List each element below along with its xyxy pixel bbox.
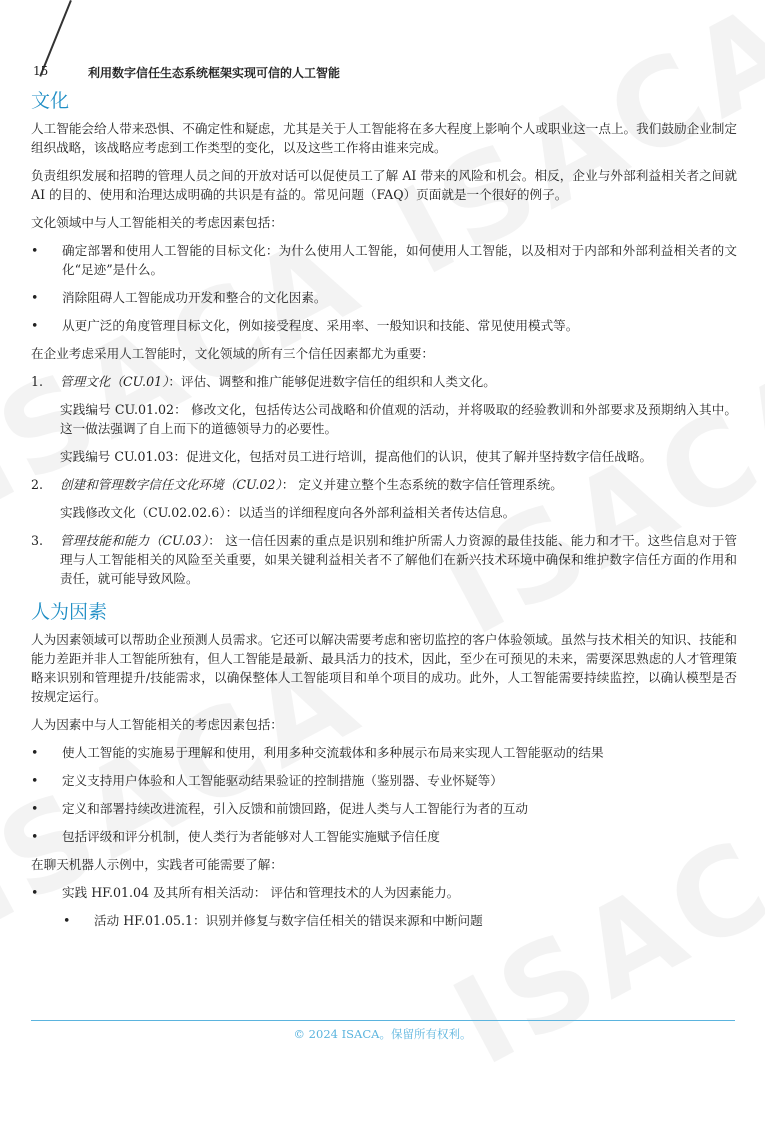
bullet-icon: •: [63, 913, 71, 928]
bullet-item: [31, 241, 737, 279]
item-number: 3.: [31, 533, 44, 548]
bullet-icon: •: [31, 829, 39, 844]
bullet-text: 定义和部署持续改进流程，引入反馈和前馈回路，促进人类与人工智能行为者的互动: [62, 801, 528, 816]
bullet-item: [31, 288, 737, 307]
sub-bullet-item: [31, 911, 737, 930]
bullet-text: 从更广泛的角度管理目标文化，例如接受程度、采用率、一般知识和技能、常见使用模式等。: [62, 318, 579, 333]
paragraph: 在企业考虑采用人工智能时，文化领域的所有三个信任因素都尤为重要：: [31, 346, 434, 361]
paragraph: 文化领域中与人工智能相关的考虑因素包括：: [31, 215, 283, 230]
bullet-icon: •: [31, 243, 39, 258]
practice-paragraph: 实践修改文化（CU.02.02.6）：以适当的详细程度向各外部利益相关者传达信息。: [60, 505, 516, 520]
item-description: ： 定义并建立整个生态系统的数字信任管理系统。: [281, 477, 563, 492]
page-content: [31, 86, 737, 939]
bullet-icon: •: [31, 318, 39, 333]
item-title: 管理技能和能力（CU.03）: [60, 533, 209, 548]
item-number: 1.: [31, 374, 44, 389]
practice-paragraph: 实践编号 CU.01.02： 修改文化，包括传达公司战略和价值观的活动，并将吸取的经验教训和外部要求及预期纳入其中。这一做法强调了自上而下的道德领导力的必要性。: [60, 402, 737, 436]
bullet-item: [31, 771, 737, 790]
bullet-icon: •: [31, 290, 39, 305]
bullet-text: 活动 HF.01.05.1：识别并修复与数字信任相关的错误来源和中断问题: [94, 913, 483, 928]
paragraph: 在聊天机器人示例中，实践者可能需要了解：: [31, 857, 283, 872]
numbered-item: [31, 475, 737, 494]
bullet-item: [31, 827, 737, 846]
item-title: 管理文化（CU.01）: [60, 374, 169, 389]
footer-copyright: © 2024 ISACA。保留所有权利。: [293, 1027, 472, 1041]
practice-paragraph: 实践编号 CU.01.03：促进文化，包括对员工进行培训，提高他们的认识，使其了解并坚持数字信任战略。: [60, 449, 653, 464]
page-number: 15: [33, 64, 49, 78]
bullet-item: [31, 743, 737, 762]
paragraph: 人为因素中与人工智能相关的考虑因素包括：: [31, 717, 283, 732]
footer-divider: [31, 1020, 735, 1021]
bullet-icon: •: [31, 745, 39, 760]
bullet-text: 包括评级和评分机制，使人类行为者能够对人工智能实施赋予信任度: [62, 829, 440, 844]
bullet-icon: •: [31, 801, 39, 816]
section-heading-human-factors: 人为因素: [31, 601, 108, 623]
bullet-text: 消除阻碍人工智能成功开发和整合的文化因素。: [62, 290, 327, 305]
numbered-item: [31, 531, 737, 588]
bullet-item: [31, 316, 737, 335]
paragraph: 人工智能会给人带来恐惧、不确定性和疑虑，尤其是关于人工智能将在多大程度上影响个人或职业这一点上。我们鼓励企业制定组织战略，该战略应考虑到工作类型的变化，以及这些工作将由谁来完成。: [31, 121, 737, 155]
bullet-icon: •: [31, 885, 39, 900]
bullet-item: [31, 883, 737, 902]
bullet-text: 使人工智能的实施易于理解和使用，利用多种交流载体和多种展示布局来实现人工智能驱动的结果: [62, 745, 604, 760]
paragraph: 负责组织发展和招聘的管理人员之间的开放对话可以促使员工了解 AI 带来的风险和机会。相反，企业与外部利益相关者之间就 AI 的目的、使用和治理达成明确的共识是有益的。常见问题（FAQ）页面就是一个很好的例子。: [31, 168, 737, 202]
bullet-icon: •: [31, 773, 39, 788]
item-description: ：评估、调整和推广能够促进数字信任的组织和人类文化。: [168, 374, 496, 389]
bullet-item: [31, 799, 737, 818]
bullet-text: 实践 HF.01.04 及其所有相关活动： 评估和管理技术的人为因素能力。: [62, 885, 460, 900]
item-number: 2.: [31, 477, 44, 492]
bullet-text: 确定部署和使用人工智能的目标文化：为什么使用人工智能，如何使用人工智能，以及相对于内部和外部利益相关者的文化“足迹”是什么。: [62, 243, 737, 277]
paragraph: 人为因素领域可以帮助企业预测人员需求。它还可以解决需要考虑和密切监控的客户体验领域。虽然与技术相关的知识、技能和能力差距并非人工智能所独有，但人工智能是最新、最具活力的技术，因此，至少在可预见的未来，需要深思熟虑的人才管理策略来识别和管理提升/技能需求，以确保整体人工智能项目和单个项目的成功。此外，人工智能需要持续监控，以确认模型是否按规定运行。: [31, 632, 737, 704]
bullet-text: 定义支持用户体验和人工智能驱动结果验证的控制措施（鉴别器、专业怀疑等）: [62, 773, 503, 788]
numbered-item: [31, 372, 737, 391]
item-description: ： 这一信任因素的重点是识别和维护所需人力资源的最佳技能、能力和才干。这些信息对于管理与人工智能相关的风险至关重要，如果关键利益相关者不了解他们在新兴技术环境中确保和维护数字信任方面的作用和责任，就可能导致风险。: [60, 533, 737, 586]
running-title: 利用数字信任生态系统框架实现可信的人工智能: [88, 66, 341, 80]
section-heading-culture: 文化: [31, 90, 70, 112]
item-title: 创建和管理数字信任文化环境（CU.02）: [60, 477, 282, 492]
